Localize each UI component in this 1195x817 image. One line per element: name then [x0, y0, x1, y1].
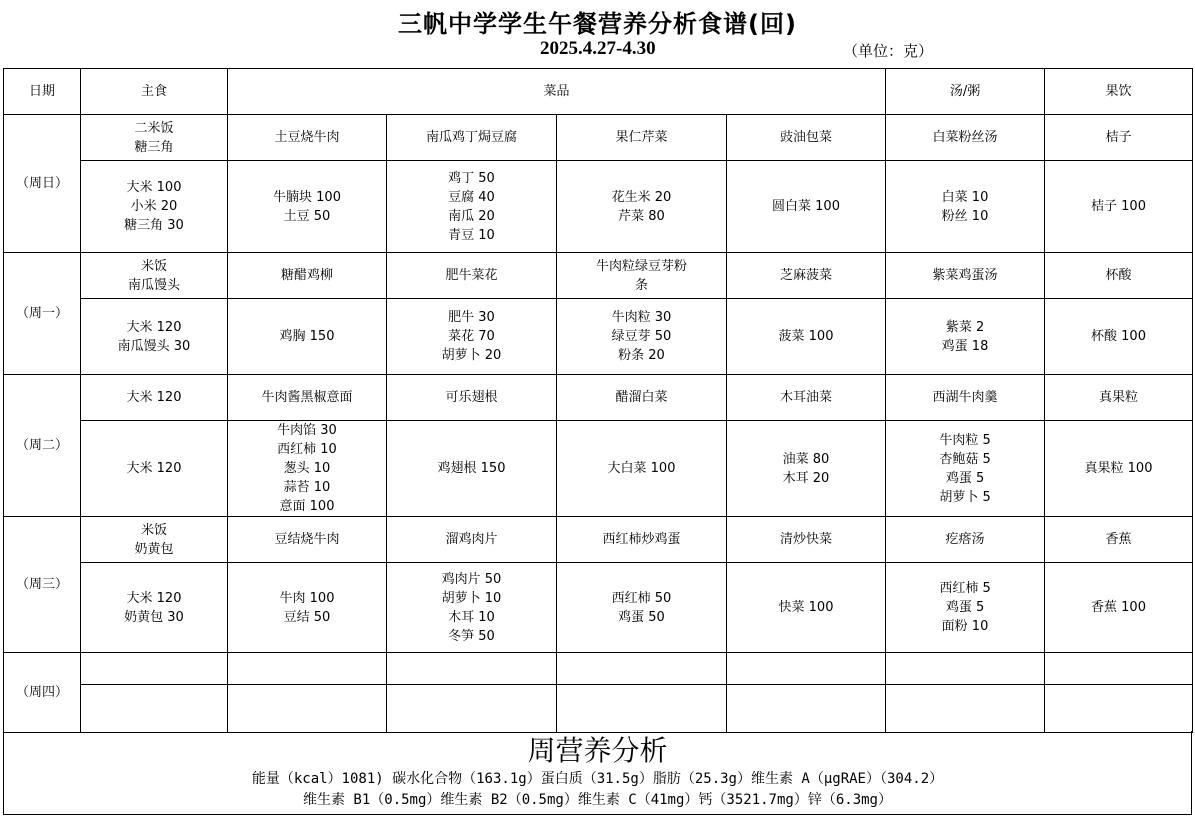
dish-name-cell	[886, 653, 1045, 685]
cell-line: 桔子 100	[1091, 199, 1146, 214]
unit-label: （单位：克）	[843, 42, 934, 60]
dish-name-cell	[886, 375, 1045, 421]
ingredient-row	[4, 161, 1193, 253]
summary-line-1: 能量（kcal）1081) 碳水化合物（163.1g）蛋白质（31.5g）脂肪（25.3g）维生素 A（μgRAE）（304.2）	[251, 771, 944, 787]
ingredient-cell	[387, 685, 557, 733]
dish-name-row	[4, 375, 1193, 421]
cell-line: 奶黄包 30	[124, 609, 184, 625]
cell-line: 真果粒	[1099, 390, 1139, 405]
ingredient-cell	[81, 421, 228, 517]
ingredient-row	[4, 563, 1193, 653]
dish-name-cell	[557, 375, 727, 421]
cell-line: 大米 120	[126, 461, 182, 476]
dish-name-cell	[557, 517, 727, 563]
cell-line: 果仁芹菜	[615, 130, 668, 145]
ingredient-cell	[1045, 421, 1193, 517]
cell-line: 糖三角 30	[124, 218, 184, 233]
cell-line: 西湖牛肉羹	[932, 390, 998, 405]
header-date: 日期	[4, 69, 81, 115]
ingredient-cell	[228, 563, 387, 653]
cell-line: 白菜粉丝汤	[932, 130, 998, 145]
ingredient-cell	[557, 685, 727, 733]
nutrition-summary	[3, 731, 1192, 815]
cell-line: 面粉 10	[941, 619, 989, 634]
dish-name-cell	[1045, 517, 1193, 563]
ingredient-cell	[727, 685, 886, 733]
dish-name-cell	[81, 653, 228, 685]
cell-line: 粉丝 10	[941, 208, 989, 224]
cell-line: 南瓜 20	[448, 208, 495, 224]
day-label: （周一）	[4, 253, 81, 375]
cell-line: 鸡蛋 5	[945, 600, 985, 615]
header-staple: 主食	[81, 69, 228, 115]
cell-line: 绿豆芽 50	[611, 329, 672, 344]
ingredient-cell	[81, 299, 228, 375]
cell-line: 葱头 10	[283, 461, 331, 476]
cell-line: 芝麻菠菜	[780, 268, 833, 283]
dish-name-cell	[228, 115, 387, 161]
cell-line: 西红柿 10	[277, 442, 337, 457]
ingredient-cell	[886, 421, 1045, 517]
cell-line: 牛腩块 100	[273, 189, 341, 205]
cell-line: 鸡蛋 18	[941, 338, 989, 354]
dish-name-cell	[81, 253, 228, 299]
dish-name-cell	[1045, 253, 1193, 299]
cell-line: 牛肉粒 30	[611, 310, 672, 325]
ingredient-cell	[886, 563, 1045, 653]
cell-line: 清炒快菜	[780, 532, 833, 547]
cell-line: 白菜 10	[941, 189, 989, 205]
ingredient-cell	[81, 563, 228, 653]
dish-name-cell	[886, 517, 1045, 563]
dish-name-cell	[387, 115, 557, 161]
ingredient-cell	[387, 299, 557, 375]
ingredient-cell	[727, 161, 886, 253]
cell-line: 牛肉 100	[279, 590, 335, 606]
cell-line: 紫菜鸡蛋汤	[932, 268, 998, 283]
dish-name-cell	[1045, 653, 1193, 685]
ingredient-cell	[557, 421, 727, 517]
ingredient-cell	[387, 421, 557, 517]
cell-line: 鸡蛋 5	[945, 470, 985, 486]
ingredient-row	[4, 421, 1193, 517]
ingredient-cell	[228, 421, 387, 517]
cell-line: 鸡翅根 150	[437, 461, 506, 476]
cell-line: 牛肉粒绿豆芽粉	[595, 258, 687, 274]
dish-name-cell	[1045, 115, 1193, 161]
dish-name-row	[4, 253, 1193, 299]
ingredient-cell	[387, 563, 557, 653]
date-range: 2025.4.27-4.30	[540, 38, 656, 59]
dish-name-cell	[81, 115, 228, 161]
cell-line: 肥牛菜花	[445, 268, 498, 283]
ingredient-cell	[1045, 161, 1193, 253]
dish-name-cell	[727, 115, 886, 161]
dish-name-cell	[886, 253, 1045, 299]
dish-name-cell	[727, 653, 886, 685]
cell-line: 牛肉粒 5	[939, 432, 991, 448]
cell-line: 芹菜 80	[618, 208, 665, 224]
header-soup: 汤/粥	[886, 69, 1045, 115]
cell-line: 南瓜馒头	[127, 277, 180, 293]
dish-name-cell	[228, 375, 387, 421]
cell-line: 大米 100	[126, 180, 182, 195]
menu-table	[3, 68, 1193, 733]
header-row	[4, 69, 1193, 115]
ingredient-row	[4, 685, 1193, 733]
header-dishes: 菜品	[228, 69, 886, 115]
ingredient-cell	[228, 299, 387, 375]
cell-line: 鸡蛋 50	[618, 609, 665, 625]
cell-line: 胡萝卜 10	[441, 590, 502, 606]
dish-name-cell	[228, 253, 387, 299]
cell-line: 快菜 100	[778, 600, 834, 615]
dish-name-row	[4, 517, 1193, 563]
day-label: （周三）	[4, 517, 81, 653]
cell-line: 冬笋 50	[448, 628, 495, 644]
cell-line: 花生米 20	[611, 189, 672, 205]
ingredient-cell	[81, 685, 228, 733]
ingredient-cell	[886, 685, 1045, 733]
cell-line: 大白菜 100	[607, 461, 676, 476]
cell-line: 南瓜鸡丁焗豆腐	[425, 130, 517, 145]
day-label: （周四）	[4, 653, 81, 733]
cell-line: 土豆烧牛肉	[274, 130, 340, 145]
dish-name-cell	[228, 653, 387, 685]
cell-line: 二米饭	[134, 120, 174, 136]
cell-line: 糖醋鸡柳	[280, 268, 333, 283]
ingredient-cell	[727, 421, 886, 517]
ingredient-cell	[1045, 299, 1193, 375]
cell-line: 豆结烧牛肉	[274, 532, 340, 547]
cell-line: 西红柿炒鸡蛋	[602, 532, 681, 547]
cell-line: 肥牛 30	[448, 310, 495, 325]
cell-line: 杏鲍菇 5	[939, 451, 991, 467]
dish-name-cell	[727, 253, 886, 299]
cell-line: 青豆 10	[448, 227, 495, 243]
summary-title: 周营养分析	[527, 734, 668, 767]
cell-line: 牛肉馅 30	[277, 423, 337, 438]
dish-name-cell	[81, 375, 228, 421]
dish-name-cell	[1045, 375, 1193, 421]
cell-line: 圆白菜 100	[772, 199, 840, 214]
cell-line: 大米 120	[126, 590, 182, 606]
cell-line: 粉条 20	[618, 348, 665, 363]
dish-name-cell	[727, 375, 886, 421]
cell-line: 真果粒 100	[1084, 461, 1153, 476]
ingredient-cell	[886, 161, 1045, 253]
cell-line: 意面 100	[279, 499, 335, 514]
cell-line: 米饭	[140, 258, 167, 274]
cell-line: 大米 120	[126, 319, 182, 335]
ingredient-row	[4, 299, 1193, 375]
ingredient-cell	[228, 685, 387, 733]
cell-line: 胡萝卜 5	[939, 489, 991, 505]
cell-line: 土豆 50	[283, 208, 331, 224]
cell-line: 木耳 10	[448, 609, 495, 625]
cell-line: 豆腐 40	[448, 189, 495, 205]
dish-name-row	[4, 115, 1193, 161]
day-label: （周日）	[4, 115, 81, 253]
dish-name-cell	[387, 517, 557, 563]
dish-name-cell	[387, 253, 557, 299]
ingredient-cell	[727, 299, 886, 375]
dish-name-cell	[81, 517, 228, 563]
cell-line: 奶黄包	[134, 541, 174, 557]
dish-name-cell	[557, 653, 727, 685]
ingredient-cell	[1045, 563, 1193, 653]
dish-name-row	[4, 653, 1193, 685]
cell-line: 米饭	[140, 522, 167, 538]
cell-line: 蒜苔 10	[283, 480, 331, 495]
cell-line: 菜花 70	[448, 329, 495, 344]
cell-line: 南瓜馒头 30	[117, 338, 191, 354]
day-label: （周二）	[4, 375, 81, 517]
ingredient-cell	[228, 161, 387, 253]
ingredient-cell	[387, 161, 557, 253]
cell-line: 杯酸	[1105, 268, 1132, 283]
ingredient-cell	[557, 563, 727, 653]
dish-name-cell	[557, 115, 727, 161]
cell-line: 溜鸡肉片	[445, 532, 498, 547]
cell-line: 大米 120	[126, 390, 182, 405]
cell-line: 可乐翅根	[445, 390, 498, 405]
dish-name-cell	[727, 517, 886, 563]
cell-line: 香蕉 100	[1091, 600, 1146, 615]
cell-line: 糖三角	[134, 139, 174, 155]
ingredient-cell	[886, 299, 1045, 375]
ingredient-cell	[727, 563, 886, 653]
cell-line: 豆结 50	[283, 609, 331, 625]
cell-line: 鸡胸 150	[279, 329, 335, 344]
ingredient-cell	[557, 299, 727, 375]
dish-name-cell	[228, 517, 387, 563]
dish-name-cell	[387, 375, 557, 421]
cell-line: 桔子	[1105, 130, 1132, 145]
cell-line: 杯酸 100	[1091, 329, 1146, 344]
cell-line: 牛肉酱黑椒意面	[261, 390, 353, 405]
cell-line: 油菜 80	[782, 451, 830, 467]
summary-line-2: 维生素 B1（0.5mg）维生素 B2（0.5mg）维生素 C（41mg）钙（3521.7mg）锌（6.3mg）	[302, 792, 892, 808]
cell-line: 紫菜 2	[945, 319, 985, 335]
cell-line: 木耳 20	[782, 470, 830, 486]
ingredient-cell	[1045, 685, 1193, 733]
dish-name-cell	[387, 653, 557, 685]
cell-line: 鸡丁 50	[448, 170, 495, 186]
ingredient-cell	[557, 161, 727, 253]
cell-line: 香蕉	[1105, 532, 1132, 547]
cell-line: 西红柿 50	[611, 590, 672, 606]
cell-line: 条	[634, 277, 648, 293]
page-title: 三帆中学学生午餐营养分析食谱(回)	[398, 10, 797, 38]
cell-line: 木耳油菜	[780, 390, 833, 405]
cell-line: 疙瘩汤	[945, 532, 985, 547]
dish-name-cell	[557, 253, 727, 299]
ingredient-cell	[81, 161, 228, 253]
cell-line: 菠菜 100	[778, 329, 834, 344]
cell-line: 豉油包菜	[780, 130, 833, 145]
header-fruit: 果饮	[1045, 69, 1193, 115]
cell-line: 鸡肉片 50	[441, 571, 502, 587]
cell-line: 西红柿 5	[939, 581, 991, 596]
cell-line: 胡萝卜 20	[441, 348, 502, 363]
cell-line: 醋溜白菜	[615, 390, 668, 405]
cell-line: 小米 20	[130, 199, 178, 214]
dish-name-cell	[886, 115, 1045, 161]
